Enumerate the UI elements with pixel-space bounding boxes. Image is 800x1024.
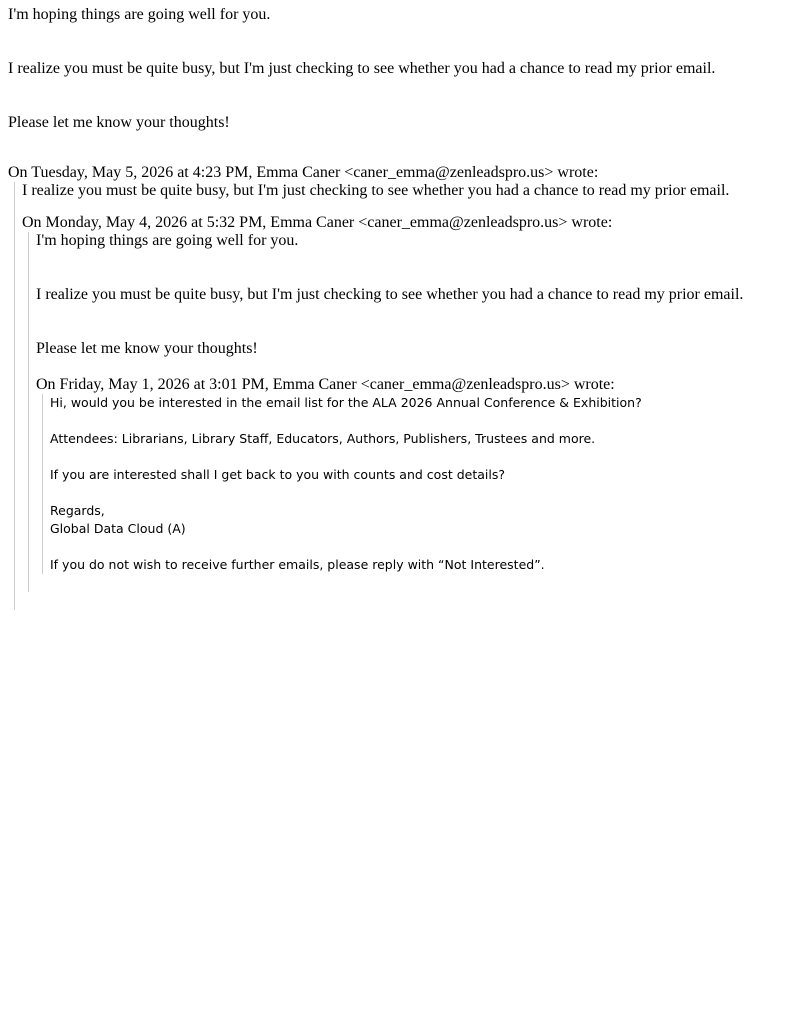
quoted-followup-may-4: I realize you must be quite busy, but I'm just checking to see whether you had a chance to read my prior email.	[36, 286, 744, 303]
followup-paragraph: I realize you must be quite busy, but I'm just checking to see whether you had a chance to read my prior email.	[8, 60, 716, 77]
quoted-closing-may-4: Please let me know your thoughts!	[36, 340, 258, 357]
quoted-message-may-1	[42, 394, 792, 574]
quote-attribution-may-5: On Tuesday, May 5, 2026 at 4:23 PM, Emma Caner <caner_emma@zenleadspro.us> wrote:	[8, 164, 599, 181]
quoted-optout-line: If you do not wish to receive further emails, please reply with “Not Interested”.	[50, 557, 545, 572]
email-message-body	[8, 4, 792, 610]
closing-paragraph: Please let me know your thoughts!	[8, 114, 230, 131]
quoted-message-may-4	[28, 232, 792, 592]
quoted-regards-line: Regards,	[50, 503, 105, 518]
greeting-paragraph: I'm hoping things are going well for you.	[8, 6, 271, 23]
quoted-signature-line: Global Data Cloud (A)	[50, 521, 186, 536]
quoted-message-may-5	[14, 182, 792, 610]
quoted-greeting-may-4: I'm hoping things are going well for you.	[36, 232, 299, 249]
quoted-attendees-line: Attendees: Librarians, Library Staff, Educators, Authors, Publishers, Trustees and more.	[50, 431, 596, 446]
quoted-body-may-5: I realize you must be quite busy, but I'm just checking to see whether you had a chance to read my prior email.	[22, 182, 730, 199]
quoted-intro-line: Hi, would you be interested in the email list for the ALA 2026 Annual Conference & Exhibition?	[50, 395, 642, 410]
quote-attribution-may-4: On Monday, May 4, 2026 at 5:32 PM, Emma Caner <caner_emma@zenleadspro.us> wrote:	[22, 214, 613, 231]
quoted-offer-line: If you are interested shall I get back to you with counts and cost details?	[50, 467, 505, 482]
quote-attribution-may-1: On Friday, May 1, 2026 at 3:01 PM, Emma Caner <caner_emma@zenleadspro.us> wrote:	[36, 376, 615, 393]
